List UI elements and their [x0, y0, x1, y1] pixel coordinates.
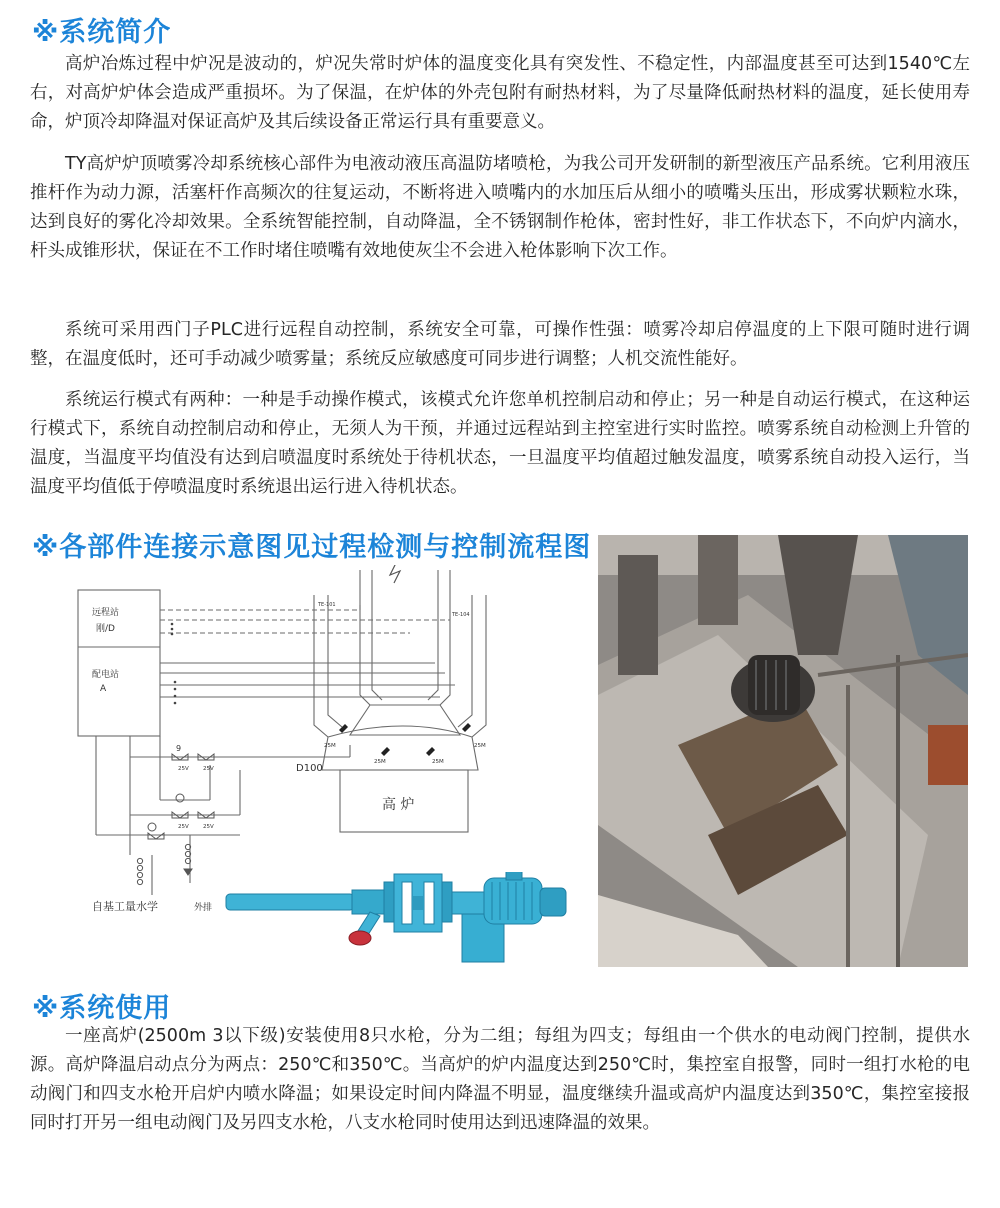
label-distribution-station: 配电站	[92, 670, 120, 680]
label-nozzle-1: 25M	[324, 743, 336, 749]
label-valve-1: 25V	[178, 766, 189, 772]
label-station-a: A	[100, 684, 107, 694]
usage-paragraph-1: 一座高炉(2500m 3以下级)安装使用8只水枪，分为二组；每组为四支；每组由一个供水的电动阀门控制，提供水源。高炉降温启动点分为两点：250℃和350℃。当高炉的炉内温度达到250℃时，集控室自报警，同时一组打水枪的电动阀门和四支水枪开启炉内喷水降温；如果设定时间内降温不明显，温度继续升温或高炉内温度达到350℃，集控室接报同时打开另一组电动阀门及另四支水枪，八支水枪同时使用达到迅速降温的效果。	[30, 1026, 970, 1133]
label-valve-2: 25V	[203, 766, 214, 772]
label-nozzle-2: 25M	[374, 759, 386, 765]
gauge-icon	[176, 794, 184, 802]
label-valve-3: 25V	[178, 824, 189, 830]
label-te104: TE-104	[452, 612, 470, 618]
valve-icon	[148, 833, 164, 839]
spray-gun-illustration	[222, 872, 574, 972]
section-title-diagram: ※各部件连接示意图见过程检测与控制流程图	[32, 532, 592, 563]
nozzle-icon	[381, 747, 390, 756]
label-nozzle-4: 25M	[474, 743, 486, 749]
label-nozzle-3: 25M	[432, 759, 444, 765]
intro-paragraph-3: 系统可采用西门子PLC进行远程自动控制，系统安全可靠，可操作性强：喷雾冷却启停温度的上下限可随时进行调整，在温度低时，还可手动减少喷雾量；系统反应敏感度可同步进行调整；人机交流性能好。	[30, 320, 970, 369]
label-te101: TE-101	[318, 602, 336, 608]
label-valve-4: 25V	[203, 824, 214, 830]
label-num9: 9	[176, 744, 182, 753]
intro-paragraph-1: 高炉冶炼过程中炉况是波动的，炉况失常时炉体的温度变化具有突发性、不稳定性，内部温度甚至可达到1540℃左右，对高炉炉体会造成严重损坏。为了保温，在炉体的外壳包附有耐热材料，为了尽量降低耐热材料的温度，延长使用寿命，炉顶冷却降温对保证高炉及其后续设备正常运行具有重要意义。	[30, 54, 970, 132]
installation-photo	[598, 535, 968, 967]
nozzle-icon	[462, 723, 471, 732]
section-title-intro: ※系统简介	[32, 17, 172, 48]
label-water-source: 自基工量水学	[92, 900, 158, 913]
section-title-usage: ※系统使用	[32, 993, 172, 1024]
nozzle-icon	[426, 747, 435, 756]
gauge-icon	[148, 823, 156, 831]
intro-paragraph-4: 系统运行模式有两种：一种是手动操作模式，该模式允许您单机控制启动和停止；另一种是自动运行模式，在这种运行模式下，系统自动控制启动和停止，无须人为干预，并通过远程站到主控室进行实时监控。喷雾系统自动检测上升管的温度，当温度平均值没有达到启喷温度时系统处于待机状态，一旦温度平均值超过触发温度，喷雾系统自动投入运行，当温度平均值低于停喷温度时系统退出运行进入待机状态。	[30, 390, 970, 497]
label-remote-station: 远程站	[92, 608, 120, 618]
label-d100: D100	[296, 763, 323, 774]
intro-paragraph-2: TY高炉炉顶喷雾冷却系统核心部件为电液动液压高温防堵喷枪，为我公司开发研制的新型液压产品系统。它利用液压推杆作为动力源，活塞杆作高频次的往复运动，不断将进入喷嘴内的水加压后从细小的喷嘴头压出，形成雾状颗粒水珠，达到良好的雾化冷却效果。全系统智能控制，自动降温，全不锈钢制作枪体，密封性好，非工作状态下，不向炉内滴水，杆头成锥形状，保证在不工作时堵住喷嘴有效地使灰尘不会进入枪体影响下次工作。	[30, 154, 970, 261]
label-furnace: 高 炉	[382, 797, 415, 813]
label-drain: 外排	[194, 903, 213, 913]
label-rio: 刚/D	[96, 624, 115, 634]
